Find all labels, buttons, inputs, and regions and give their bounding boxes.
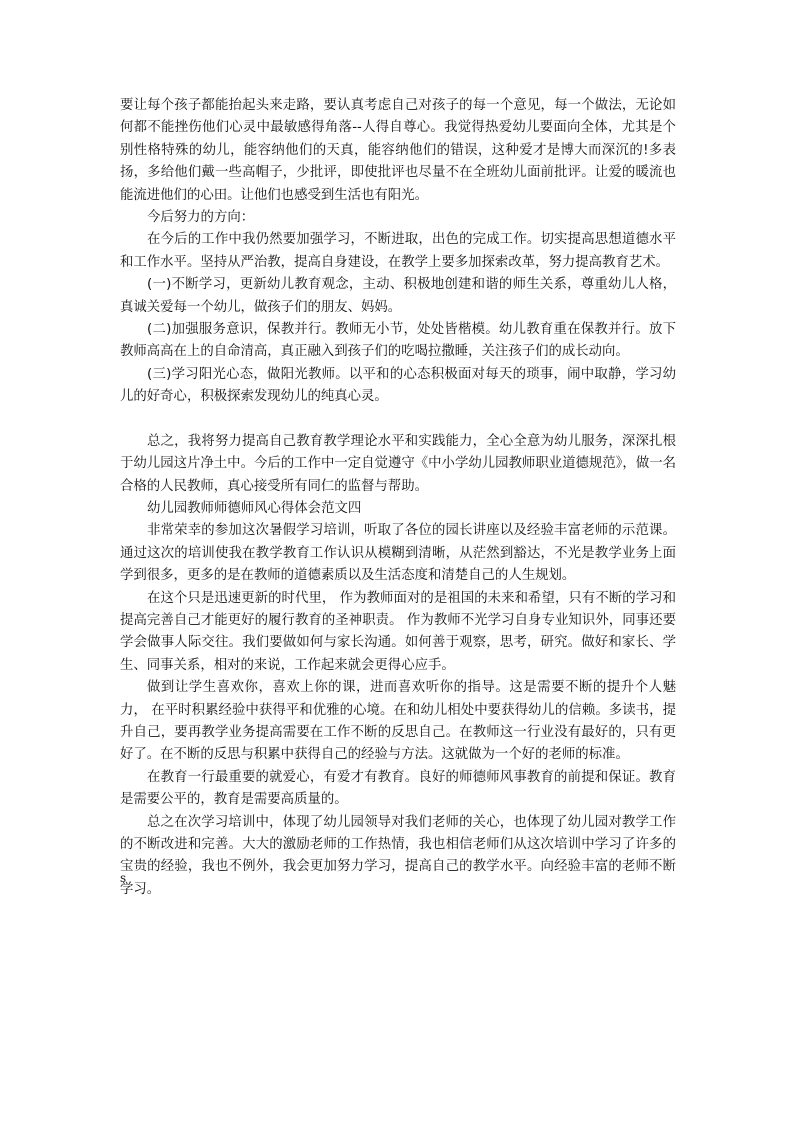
paragraph-personal-charm: 做到让学生喜欢你，喜欢上你的课，进而喜欢听你的指导。这是需要不断的提升个人魅力， 在平时积累经验中获得平和优雅的心境。在和幼儿相处中要获得幼儿的信赖。多读书，提升自己，要再教学业务提高需要在工作不断的反思自己。在教师这一行业没有最好的，只有更好了。在不断的反思与积累中获得自己的经验与方法。这就做为一个好的老师的标准。 (120, 680, 676, 763)
paragraph-future-direction-heading: 今后努力的方向： (147, 210, 255, 226)
trailing-mark: s (120, 871, 127, 885)
paragraph-strengthen-learning: 在今后的工作中我仍然要加强学习，不断进取，出色的完成工作。切实提高思想道德水平和工作水平。坚持从严治教，提高自身建设，在教学上要多加探索改革，努力提高教育艺术。 (120, 232, 676, 270)
paragraph-point-two: (二)加强服务意识，保教并行。教师无小节，处处皆楷模。幼儿教育重在保教并行。放下教师高高在上的自命清高，真正融入到孩子们的吃喝拉撒睡，关注孩子们的成长动向。 (120, 322, 676, 360)
paragraph-point-three: (三)学习阳光心态，做阳光教师。以平和的心态积极面对每天的琐事，闹中取静，学习幼儿的好奇心，积极探索发现幼儿的纯真心灵。 (120, 366, 676, 405)
paragraph-love-all-children: 要让每个孩子都能抬起头来走路，要认真考虑自己对孩子的每一个意见，每一个做法，无论如何都不能挫伤他们心灵中最敏感得角落--人得自尊心。我觉得热爱幼儿要面向全体，尤其是个别性格特殊的幼儿，能容纳他们的天真，能容纳他们的错误，这种爱才是博大而深沉的!多表扬，多给他们戴一些高帽子，少批评，即使批评也尽量不在全班幼儿面前批评。让爱的暖流也能流进他们的心田。让他们也感受到生活也有阳光。 (120, 98, 676, 203)
paragraph-training-summary: 总之在次学习培训中，体现了幼儿园领导对我们老师的关心，也体现了幼儿园对教学工作的不断改进和完善。大大的激励老师的工作热情，我也相信老师们从这次培训中学习了许多的宝贵的经验，我也不例外，我会更加努力学习，提高自己的教学水平。向经验丰富的老师不断学习。 (120, 814, 676, 897)
paragraph-conclusion: 总之，我将努力提高自己教育教学理论水平和实践能力，全心全意为幼儿服务，深深扎根于幼儿园这片净土中。今后的工作中一定自觉遵守《中小学幼儿园教师职业道德规范》，做一名合格的人民教师，真心接受所有同仁的监督与帮助。 (120, 433, 676, 494)
document-body (120, 95, 676, 901)
section-heading-essay-four: 幼儿园教师师德师风心得体会范文四 (147, 500, 362, 516)
paragraph-point-one: (一)不断学习，更新幼儿教育观念，主动、积极地创建和谐的师生关系，尊重幼儿人格，真诚关爱每一个幼儿，做孩子们的朋友、妈妈。 (120, 277, 676, 315)
paragraph-training-intro: 非常荣幸的参加这次暑假学习培训，听取了各位的园长讲座以及经验丰富老师的示范课。通过这次的培训使我在教学教育工作认识从模糊到清晰，从茫然到豁达，不光是教学业务上面学到很多，更多的是在教师的道德素质以及生活态度和清楚自己的人生规划。 (120, 523, 676, 584)
paragraph-love-in-education: 在教育一行最重要的就爱心，有爱才有教育。良好的师德师风事教育的前提和保证。教育是需要公平的，教育是需要高质量的。 (120, 769, 676, 808)
paragraph-era-of-change: 在这个只是迅速更新的时代里， 作为教师面对的是祖国的未来和希望，只有不断的学习和提高完善自己才能更好的履行教育的圣神职责。 作为教师不光学习自身专业知识外，同事还要学会做事人际交往。我们要做如何与家长沟通。如何善于观察，思考，研究。做好和家长、学生、同事关系，相对的来说，工作起来就会更得心应手。 (120, 590, 676, 673)
paragraph-gap (120, 409, 676, 431)
